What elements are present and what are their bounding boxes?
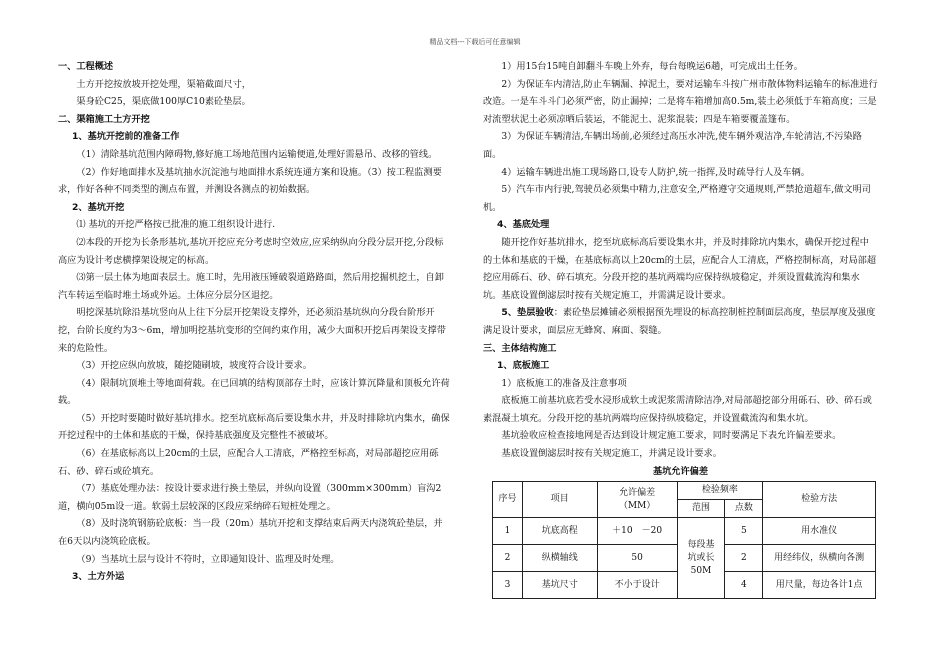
inline-bold-label: 5、垫层验收 <box>501 307 554 319</box>
header-range: 范围 <box>677 500 725 518</box>
right-column <box>483 58 878 599</box>
paragraph: （2）作好地面排水及基坑抽水沉淀池与地面排水系统连通方案和设施。（3）按工程监测要求，作好各种不同类型的测点布置，并测设各测点的初始数据。 <box>58 166 442 196</box>
cell-tolerance: ＋10 －20 <box>597 518 677 545</box>
paragraph: 土方开挖按放坡开挖处理，渠箱截面尺寸， <box>76 78 251 90</box>
subsection-title: 2、基坑开挖 <box>72 201 125 213</box>
subsection-title: 4、基底处理 <box>497 219 550 231</box>
paragraph: 底板施工前基坑底若受水浸形成软土或泥浆需清除洁净,对局部超挖部分用砾石、砂、碎石或素混凝土填充。分段开挖的基坑两端均应保持纵坡稳定，并设置截流沟和集水坑。 <box>483 395 872 424</box>
cell-method: 用水准仪 <box>763 518 876 545</box>
cell-range-line1: 每段基 <box>687 539 715 550</box>
paragraph: 1）用15台15吨自卸翻斗车晚上外弃，每台每晚运6趟，可完成出土任务。 <box>501 61 803 72</box>
section-title: 三、主体结构施工 <box>483 342 557 354</box>
paragraph: （9）当基坑土层与设计不符时，立即通知设计、监理及时处理。 <box>76 553 340 565</box>
left-column <box>58 58 450 586</box>
table-title: 基坑允许偏差 <box>652 465 709 477</box>
paragraph: （6）在基底标高以上20cm的土层，应配合人工清底，严格控至标高，对局部超挖应用砾石、砂、碎石或砼填充。 <box>58 448 439 477</box>
header-points: 点数 <box>725 500 763 518</box>
cell-points: 4 <box>725 572 763 599</box>
cell-no: 3 <box>493 572 523 599</box>
paragraph: ⑶第一层土体为地面表层土。施工时，先用液压锤破裂道路路面，然后用挖掘机挖土，自卸汽车转运至临时堆土场或外运。土体应分层分区退挖。 <box>58 272 444 301</box>
cell-item: 坑底高程 <box>522 518 597 545</box>
cell-range <box>677 518 725 599</box>
header-tolerance-line2: （MM） <box>618 500 656 511</box>
paragraph: 1）底板施工的准备及注意事项 <box>501 377 627 389</box>
inline-text: ：素砼垫层摊铺必须根据预先埋设的标高控制桩控制面层高度，垫层厚度及强度满足设计要求，面层应无蜂窝、麻面、裂缝。 <box>483 307 876 336</box>
header-item: 项目 <box>522 482 597 518</box>
cell-range-line3: 50M <box>690 565 712 576</box>
tolerance-table <box>492 481 876 599</box>
section-title: 一、工程概述 <box>58 61 114 72</box>
cell-item: 基坑尺寸 <box>522 572 597 599</box>
paragraph: 随开挖作好基坑排水，挖至坑底标高后要设集水井，并及时排除坑内集水，确保开挖过程中的土体和基底的干燥，在基底标高以上20cm的土层，应配合人工清底，严格控制标高，对局部超挖应用砾石、砂、碎石填充。分段开挖的基坑两端均应保持纵坡稳定，并须设置截流沟和集水坑。基底设置倒滤层时按有关规定施工，并需满足设计要求。 <box>483 236 877 301</box>
paragraph: （8）及时浇筑钢筋砼底板：当一段（20m）基坑开挖和支撑结束后两天内浇筑砼垫层，并在6天以内浇筑砼底板。 <box>58 518 443 548</box>
cell-tolerance: 50 <box>597 545 677 572</box>
paragraph: （7）基底处理办法：按设计要求进行换土垫层，并纵向设置（300mm×300mm）盲沟2道，横向05m设一道。软弱土层较深的区段应采纳碎石短桩处理之。 <box>58 483 442 512</box>
paragraph: （5）开挖时要随时做好基坑排水。挖至坑底标高后要设集水井，并及时排除坑内集水，确保开挖过程中的土体和基底的干燥，保持基底强度及完整性不被破坏。 <box>58 412 450 442</box>
subsection-title: 1、基坑开挖前的准备工作 <box>72 131 180 143</box>
cell-points: 5 <box>725 518 763 545</box>
cell-no: 1 <box>493 518 523 545</box>
paragraph: 明挖深基坑除沿基坑竖向从上往下分层开挖架设支撑外，还必须沿基坑纵向分段台阶形开挖，台阶长度约为3～6m，增加明挖基坑变形的空间约束作用，减少大面积开挖后再架设支撑带来的危险性。 <box>58 307 446 354</box>
cell-method: 用尺量，每边各计1点 <box>763 572 876 599</box>
paragraph: 4）运输车辆进出施工现场路口,设专人防护,统一指挥,及时疏导行人及车辆。 <box>501 166 810 178</box>
cell-item: 纵横轴线 <box>522 545 597 572</box>
paragraph: 基底设置倒滤层时按有关规定施工，并满足设计要求。 <box>501 448 722 460</box>
cell-tolerance: 不小于设计 <box>597 572 677 599</box>
section-title: 二、渠箱施工土方开挖 <box>58 113 150 125</box>
cell-range-line2: 坑或长 <box>687 552 715 563</box>
paragraph: ⑴ 基坑的开挖严格按已批准的施工组织设计进行. <box>76 219 276 231</box>
paragraph <box>483 304 878 339</box>
table-row <box>493 518 876 545</box>
header-no: 序号 <box>493 482 523 518</box>
paragraph: 渠身砼C25，渠底做100厚C10素砼垫层。 <box>76 96 251 108</box>
header-tolerance <box>597 482 677 518</box>
paragraph: 基坑验收应检查接地网是否达到设计规定施工要求，同时要满足下表允许偏差要求。 <box>501 430 842 442</box>
subsection-title: 3、土方外运 <box>72 571 125 583</box>
header-frequency: 检验频率 <box>677 482 763 500</box>
header-method: 检验方法 <box>763 482 876 518</box>
cell-method: 用经纬仪，纵横向各测 <box>763 545 876 572</box>
cell-points: 2 <box>725 545 763 572</box>
paragraph: （3）开挖应纵向放坡，随挖随刷坡，坡度符合设计要求。 <box>76 360 312 372</box>
cell-no: 2 <box>493 545 523 572</box>
header-tolerance-line1: 允许偏差 <box>619 487 656 498</box>
table-header-row <box>493 482 876 500</box>
paragraph: 5）汽车市内行驶,驾驶员必须集中精力,注意安全,严格遵守交通规则,严禁抢道超车,做文明司机。 <box>483 184 871 213</box>
subsection-title: 1、底板施工 <box>497 360 550 372</box>
paragraph: （1）清除基坑范围内障碍物,修好施工场地范围内运输便道,处理好需悬吊、改移的管线。 <box>76 148 438 160</box>
paragraph: 3）为保证车辆清洁,车辆出场前,必须经过高压水冲洗,使车辆外观洁净,车轮清洁,不污染路面。 <box>483 131 862 160</box>
paragraph: ⑵本段的开挖为长条形基坑,基坑开挖应充分考虑时空效应,应采纳纵向分段分层开挖,分段标高应为设计考虑横撑架设规定的标高。 <box>58 236 444 266</box>
paragraph: （4）限制坑顶堆土等地面荷载。在已回填的结构顶部存土时，应该计算沉降量和顶板允许荷载。 <box>58 377 450 407</box>
paragraph: 2）为保证车内清洁,防止车辆漏、掉泥土，要对运输车斗按广州市散体物料运输车的标准进行改造。一是车斗斗门必须严密，防止漏掉；二是将车箱增加高0.5m,装土必须低于车箱高度；三是对流塑状泥土必须凉晒后装运，不能泥土、泥浆混装；四是车箱要覆盖篷布。 <box>483 78 878 125</box>
page-header: 精品文档---下载后可任意编辑 <box>429 38 521 46</box>
